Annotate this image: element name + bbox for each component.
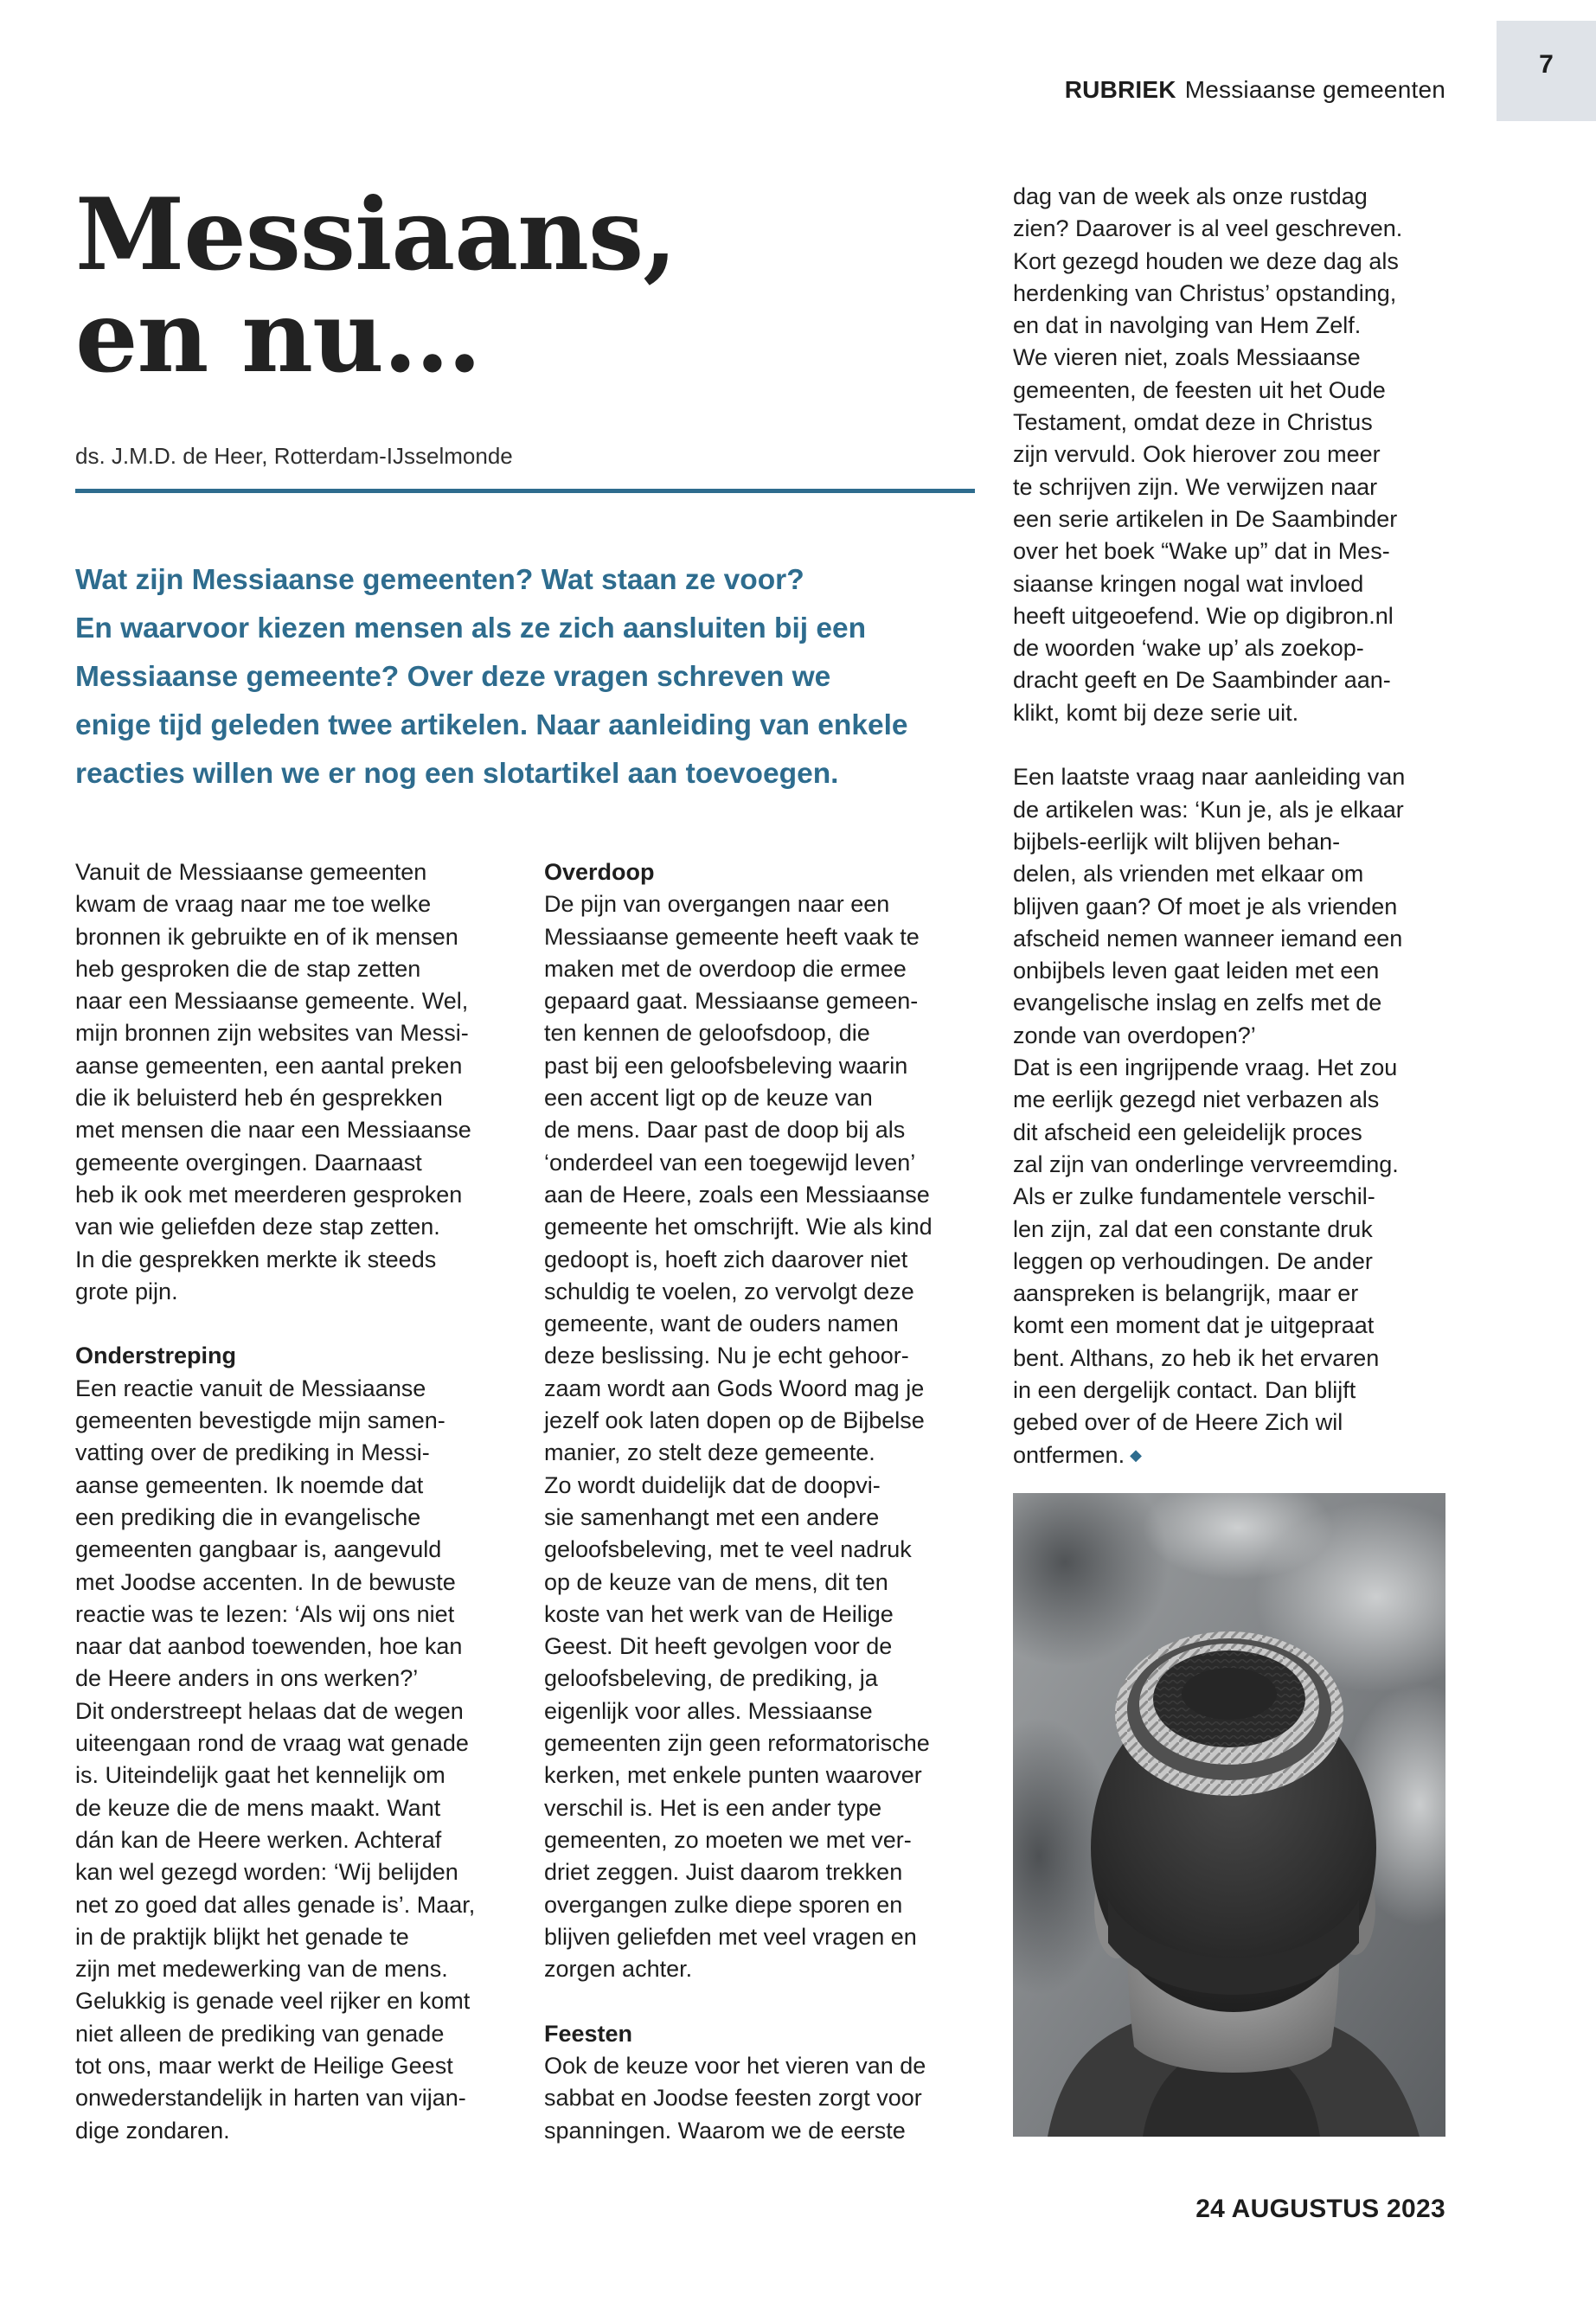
text-line: blijven gaan? Of moet je als vrienden: [1013, 893, 1398, 920]
intro-line: Wat zijn Messiaanse gemeenten? Wat staan ze voor?: [75, 564, 804, 596]
text-line: koste van het werk van de Heilige: [544, 1600, 894, 1627]
text-line: die ik beluisterd heb én gesprekken: [75, 1085, 443, 1112]
text-line: leggen op verhoudingen. De ander: [1013, 1247, 1373, 1274]
text-line: kerken, met enkele punten waarover: [544, 1762, 922, 1789]
paragraph-spacer: [544, 1985, 994, 2017]
text-line: met Joodse accenten. In de bewuste: [75, 1568, 456, 1595]
text-line: Een reactie vanuit de Messiaanse: [75, 1375, 426, 1401]
text-line: siaanse kringen nogal wat invloed: [1013, 570, 1364, 597]
text-line: Een laatste vraag naar aanleiding van: [1013, 764, 1406, 791]
text-line: delen, als vrienden met elkaar om: [1013, 861, 1364, 888]
text-line: kwam de vraag naar me toe welke: [75, 891, 432, 918]
page-number-tab: [1497, 21, 1596, 121]
text-line: me eerlijk gezegd niet verbazen als: [1013, 1086, 1380, 1113]
text-line: op de keuze van de mens, dit ten: [544, 1568, 888, 1595]
text-line: klikt, komt bij deze serie uit.: [1013, 699, 1299, 726]
intro-paragraph: [75, 556, 1010, 798]
text-line: de keuze die de mens maakt. Want: [75, 1794, 441, 1821]
text-line: schuldig te voelen, zo vervolgt deze: [544, 1278, 914, 1304]
intro-line: En waarvoor kiezen mensen als ze zich aansluiten bij een: [75, 612, 867, 644]
text-line: geloofsbeleving, met te veel nadruk: [544, 1536, 912, 1563]
last-line-text: ontfermen.: [1013, 1441, 1125, 1468]
title-line: Messiaans,: [75, 176, 676, 292]
body-column-2: [544, 856, 994, 2147]
text-line: Vanuit de Messiaanse gemeenten: [75, 859, 427, 885]
text-line: eigenlijk voor alles. Messiaanse: [544, 1697, 873, 1724]
text-line: reactie was te lezen: ‘Als wij ons niet: [75, 1600, 455, 1627]
text-line: gemeenten gangbaar is, aangevuld: [75, 1536, 442, 1563]
kippah-photo-illustration: [1013, 1493, 1445, 2137]
text-line: heb gesproken die de stap zetten: [75, 955, 421, 982]
intro-line: Messiaanse gemeente? Over deze vragen schreven we: [75, 661, 831, 693]
text-line: aan de Heere, zoals een Messiaanse: [544, 1181, 930, 1208]
text-line: deze beslissing. Nu je echt gehoor-: [544, 1343, 909, 1369]
text-line: een accent ligt op de keuze van: [544, 1085, 873, 1112]
text-line: onbijbels leven gaat leiden met een: [1013, 958, 1380, 984]
text-line: manier, zo stelt deze gemeente.: [544, 1439, 875, 1466]
text-line: gemeenten, zo moeten we met ver-: [544, 1826, 912, 1853]
text-line: Dat is een ingrijpende vraag. Het zou: [1013, 1054, 1398, 1081]
body-column-1: [75, 856, 525, 2147]
text-line: de mens. Daar past de doop bij als: [544, 1117, 906, 1144]
article-photo: [1013, 1493, 1445, 2137]
running-header: [1065, 76, 1445, 104]
text-line: Ook de keuze voor het vieren van de: [544, 2052, 926, 2079]
text-line: sie samenhangt met een andere: [544, 1503, 880, 1530]
text-line: van wie geliefden deze stap zetten.: [75, 1214, 440, 1240]
byline: ds. J.M.D. de Heer, Rotterdam-IJsselmonde: [75, 443, 513, 469]
text-line: gemeenten bevestigde mijn samen-: [75, 1407, 445, 1434]
text-line: Dit onderstreept helaas dat de wegen: [75, 1697, 464, 1724]
text-line: spanningen. Waarom we de eerste: [544, 2117, 906, 2144]
text-line: aanse gemeenten, een aantal preken: [75, 1052, 463, 1079]
text-line: zonde van overdopen?’: [1013, 1022, 1256, 1048]
text-line: gemeente het omschrijft. Wie als kind: [544, 1214, 933, 1240]
text-line: bronnen ik gebruikte en of ik mensen: [75, 923, 458, 950]
text-line: Testament, omdat deze in Christus: [1013, 409, 1373, 436]
title-divider: [75, 489, 975, 493]
text-line: vatting over de prediking in Messi-: [75, 1439, 430, 1466]
text-line: gemeente, want de ouders namen: [544, 1311, 899, 1337]
paragraph-spacer: [1013, 729, 1445, 761]
text-line: tot ons, maar werkt de Heilige Geest: [75, 2052, 453, 2079]
body-column-3: [1013, 181, 1445, 1474]
text-line: aanspreken is belangrijk, maar er: [1013, 1280, 1359, 1307]
article-title: [75, 176, 975, 394]
text-line: Gelukkig is genade veel rijker en komt: [75, 1988, 471, 2015]
text-line: Geest. Dit heeft gevolgen voor de: [544, 1633, 893, 1660]
paragraph: [75, 856, 525, 1308]
subheading-feesten: Feesten: [544, 2020, 633, 2047]
paragraph: [75, 1373, 525, 2147]
text-line: zal zijn van onderlinge vervreemding.: [1013, 1150, 1399, 1177]
intro-line: enige tijd geleden twee artikelen. Naar aanleiding van enkele: [75, 709, 908, 741]
issue-date: 24 AUGUSTUS 2023: [1195, 2195, 1445, 2223]
text-line: een serie artikelen in De Saambinder: [1013, 505, 1398, 532]
text-line: komt een moment dat je uitgepraat: [1013, 1312, 1375, 1339]
paragraph-spacer: [75, 1308, 525, 1340]
paragraph: [1013, 181, 1445, 729]
text-line: herdenking van Christus’ opstanding,: [1013, 279, 1397, 306]
end-mark-icon: ◆: [1130, 1445, 1142, 1464]
text-line: bent. Althans, zo heb ik het ervaren: [1013, 1344, 1380, 1371]
text-line: kan wel gezegd worden: ‘Wij belijden: [75, 1859, 458, 1886]
section-title: Messiaanse gemeenten: [1184, 76, 1445, 103]
text-line: gedoopt is, hoeft zich daarover niet: [544, 1246, 908, 1272]
text-line: zijn met medewerking van de mens.: [75, 1956, 448, 1983]
text-line: Als er zulke fundamentele verschil-: [1013, 1183, 1375, 1210]
text-line: net zo goed dat alles genade is’. Maar,: [75, 1891, 476, 1918]
subheading-overdoop: Overdoop: [544, 859, 655, 885]
text-line: dag van de week als onze rustdag: [1013, 183, 1368, 209]
paragraph: [544, 888, 994, 1985]
text-line: jezelf ook laten dopen op de Bijbelse: [544, 1407, 925, 1434]
text-line: past bij een geloofsbeleving waarin: [544, 1052, 908, 1079]
text-line: gepaard gaat. Messiaanse gemeen-: [544, 988, 919, 1015]
text-line: ‘onderdeel van een toegewijd leven’: [544, 1149, 916, 1176]
text-line: overgangen zulke diepe sporen en: [544, 1891, 903, 1918]
text-line: heeft uitgeoefend. Wie op digibron.nl: [1013, 602, 1394, 629]
text-line: over het boek “Wake up” dat in Mes-: [1013, 538, 1390, 565]
text-line: naar een Messiaanse gemeente. Wel,: [75, 988, 469, 1015]
text-line: dit afscheid een geleidelijk proces: [1013, 1118, 1362, 1145]
text-line: zorgen achter.: [544, 1956, 693, 1983]
page-number: 7: [1539, 50, 1554, 79]
text-line: niet alleen de prediking van genade: [75, 2020, 445, 2047]
text-line: en dat in navolging van Hem Zelf.: [1013, 312, 1362, 339]
text-line: Messiaanse gemeente heeft vaak te: [544, 923, 920, 950]
text-line: zijn vervuld. Ook hierover zou meer: [1013, 441, 1381, 468]
text-line: De pijn van overgangen naar een: [544, 891, 890, 918]
text-line: de Heere anders in ons werken?’: [75, 1665, 419, 1692]
text-line: Kort gezegd houden we deze dag als: [1013, 247, 1399, 274]
text-line: bijbels-eerlijk wilt blijven behan-: [1013, 828, 1341, 855]
text-line: uiteengaan rond de vraag wat genade: [75, 1730, 469, 1757]
text-line: heb ik ook met meerderen gesproken: [75, 1181, 463, 1208]
text-line: de artikelen was: ‘Kun je, als je elkaar: [1013, 796, 1404, 823]
subheading-onderstreping: Onderstreping: [75, 1343, 237, 1369]
text-line: ten kennen de geloofsdoop, die: [544, 1020, 870, 1047]
last-text-line: [1013, 1439, 1445, 1474]
text-line: gebed over of de Heere Zich wil: [1013, 1409, 1343, 1436]
text-line: in de praktijk blijkt het genade te: [75, 1923, 409, 1950]
text-line: dige zondaren.: [75, 2117, 230, 2144]
text-line: zien? Daarover is al veel geschreven.: [1013, 215, 1403, 242]
text-line: in een dergelijk contact. Dan blijft: [1013, 1376, 1356, 1403]
text-line: verschil is. Het is een ander type: [544, 1794, 882, 1821]
text-line: te schrijven zijn. We verwijzen naar: [1013, 473, 1378, 500]
text-line: met mensen die naar een Messiaanse: [75, 1117, 471, 1144]
text-line: dán kan de Heere werken. Achteraf: [75, 1826, 442, 1853]
text-line: maken met de overdoop die ermee: [544, 955, 907, 982]
text-line: zaam wordt aan Gods Woord mag je: [544, 1375, 925, 1401]
text-line: mijn bronnen zijn websites van Messi-: [75, 1020, 469, 1047]
text-line: afscheid nemen wanneer iemand een: [1013, 925, 1403, 952]
section-label: RUBRIEK: [1064, 76, 1176, 103]
text-line: driet zeggen. Juist daarom trekken: [544, 1859, 903, 1886]
text-line: In die gesprekken merkte ik steeds: [75, 1246, 437, 1272]
paragraph: [1013, 761, 1445, 1474]
text-line: grote pijn.: [75, 1278, 178, 1304]
intro-line: reacties willen we er nog een slotartikel aan toevoegen.: [75, 758, 839, 790]
text-line: gemeenten zijn geen reformatorische: [544, 1730, 930, 1757]
text-line: dracht geeft en De Saambinder aan-: [1013, 667, 1391, 694]
text-line: sabbat en Joodse feesten zorgt voor: [544, 2085, 922, 2112]
title-line: en nu…: [75, 279, 481, 394]
text-line: evangelische inslag en zelfs met de: [1013, 990, 1382, 1016]
text-line: Zo wordt duidelijk dat de doopvi-: [544, 1471, 881, 1498]
paragraph: [544, 2050, 994, 2147]
text-line: onwederstandelijk in harten van vijan-: [75, 2085, 466, 2112]
text-line: We vieren niet, zoals Messiaanse: [1013, 344, 1361, 371]
text-line: de woorden ‘wake up’ als zoekop-: [1013, 635, 1364, 662]
text-line: gemeenten, de feesten uit het Oude: [1013, 376, 1386, 403]
text-line: len zijn, zal dat een constante druk: [1013, 1215, 1373, 1242]
text-line: gemeente overgingen. Daarnaast: [75, 1149, 422, 1176]
text-line: geloofsbeleving, de prediking, ja: [544, 1665, 878, 1692]
text-line: een prediking die in evangelische: [75, 1503, 421, 1530]
text-line: aanse gemeenten. Ik noemde dat: [75, 1471, 424, 1498]
text-line: is. Uiteindelijk gaat het kennelijk om: [75, 1762, 445, 1789]
text-line: blijven geliefden met veel vragen en: [544, 1923, 917, 1950]
text-line: naar dat aanbod toewenden, hoe kan: [75, 1633, 463, 1660]
